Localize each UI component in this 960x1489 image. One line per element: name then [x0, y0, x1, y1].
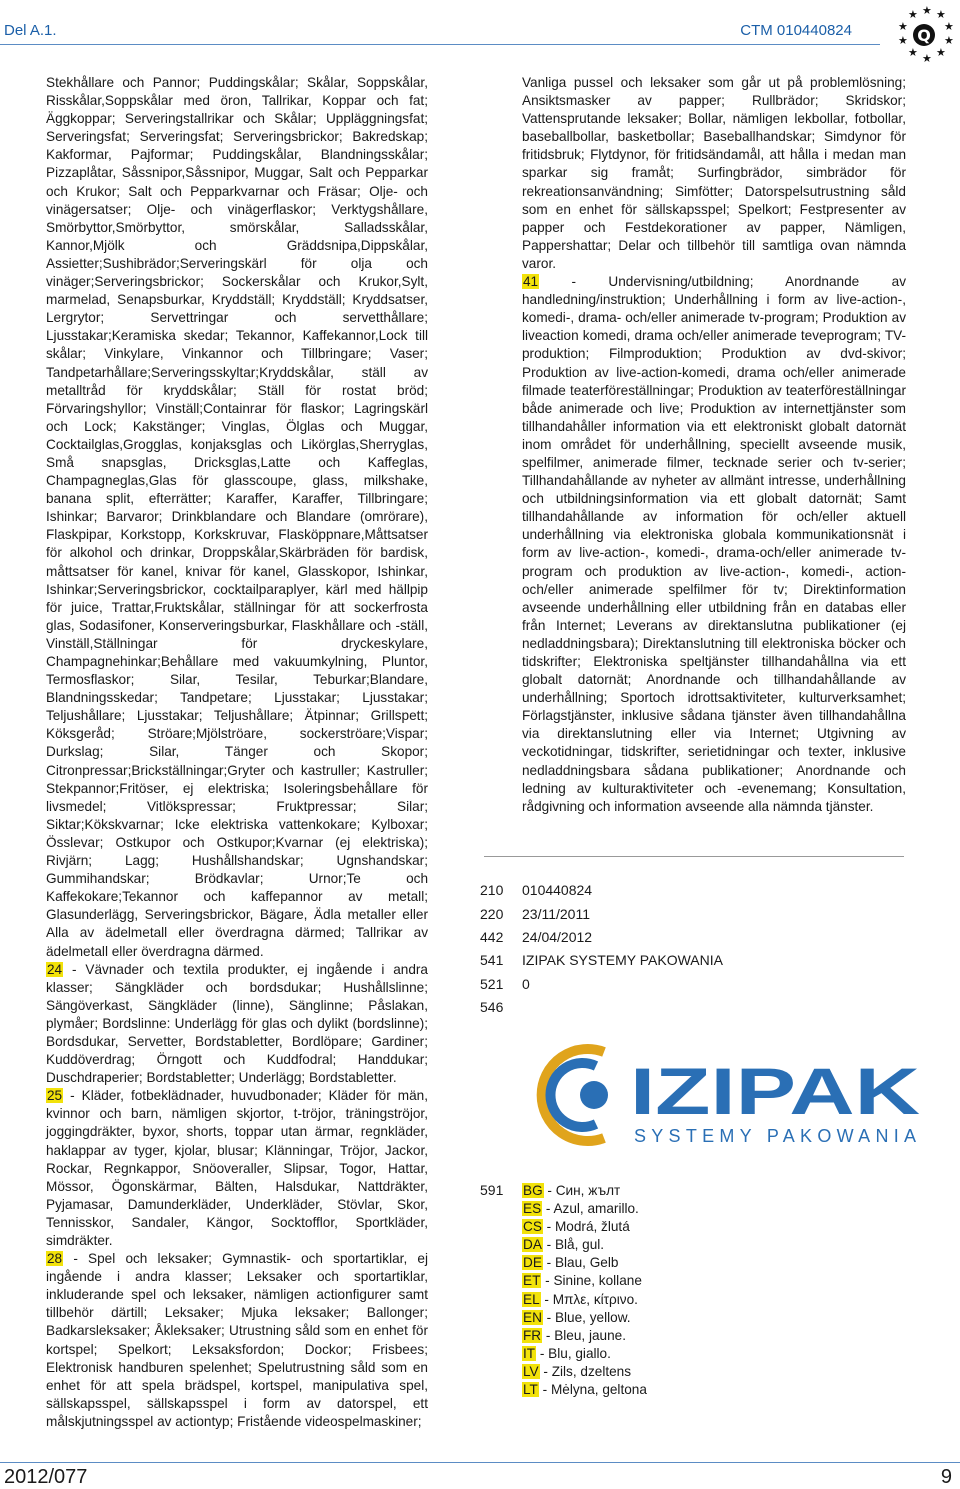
lang-code: FR: [523, 1327, 542, 1343]
reg-code: 210: [480, 882, 504, 898]
logo-c-mark: [542, 1049, 608, 1141]
goods-list-left-column: [46, 74, 428, 1431]
lang-code: EL: [523, 1291, 540, 1307]
star-icon: ★: [922, 52, 932, 65]
lang-code: BG: [523, 1183, 543, 1198]
color-text: - Bleu, jaune.: [542, 1327, 627, 1343]
color-text: - Blå, gul.: [542, 1237, 605, 1253]
lang-code: LT: [523, 1382, 538, 1398]
color-row: [522, 1363, 647, 1381]
color-row: [522, 1272, 647, 1290]
lang-code: CS: [523, 1219, 542, 1235]
class-28-text: - Spel och leksaker; Gymnastik- och sportartiklar, ej ingående i andra klasser; Leksaker och sportartiklar, inkluderande spel och leksaker, nämligen actionfigurer samt tillbehör därtill; Leksaker; Mjuka leksaker; Ballonger; Badkarsleksaker; Åkleksaker; Utrustning såld som en enhet för kortspel; Spelkort; Leksaksfordon; Dockor; Frisbees; Elektronisk handburen spelenhet; Spelutrustning såld som en enhet för att spela brädspel, kortspel, manipulativa spel, sällskapsspel, sällskapsspel i form av datorspel, ett målskjutningsspel av actiontyp; Fristående videospelmaskiner;: [46, 1251, 428, 1429]
star-icon: ★: [944, 20, 954, 33]
goods-list-right-column: [522, 74, 906, 816]
registration-row: [480, 882, 593, 898]
star-icon: ★: [936, 46, 946, 59]
color-text: - Blau, Gelb: [542, 1255, 619, 1271]
reg-value: IZIPAK SYSTEMY PAKOWANIA: [522, 952, 723, 968]
reg-code: 541: [480, 952, 504, 968]
section-label: Del A.1.: [4, 22, 57, 39]
page-number: 9: [940, 1466, 952, 1488]
registration-row: [480, 952, 723, 968]
logo-tagline: SYSTEMY PAKOWANIA: [634, 1126, 916, 1146]
registration-row: [480, 906, 590, 922]
color-text: - Modrá, žlutá: [542, 1219, 630, 1235]
color-text: - Μπλε, κίτρινο.: [540, 1291, 638, 1307]
lang-code: ES: [523, 1201, 542, 1217]
star-icon: ★: [922, 4, 932, 17]
header-divider: [0, 44, 880, 45]
registration-row: [480, 999, 522, 1015]
star-icon: ★: [944, 34, 954, 47]
color-row: [522, 1381, 647, 1399]
lang-code: EN: [523, 1309, 542, 1325]
reg-code: 442: [480, 929, 504, 945]
class-28-continuation: Vanliga pussel och leksaker som går ut på problemlösning; Ansiktsmasker av papper; Rullbrädor; Skridskor; Vattensprutande leksaker; Bollar, nämligen lekbollar, fotbollar, baseballbollar, basketbollar; Baseballhandskar; Simdynor för fritidsbruk; Flytdynor, för fritidsändamål, att hålla i medan man sparkar sig framåt; Surfingbrädor, simbrädor för rekreationsanvändning; Simfötter; Datorspelsutrustning såld som en enhet för sällskapsspel; Spelkort; Festpresenter av papper och Festdekorationer av papper, Nämligen, Pappershattar; Delar och tillbehör till samtliga ovan nämnda varor.: [522, 75, 906, 271]
euipo-logo: [892, 2, 956, 66]
color-text: - Sinine, kollane: [541, 1273, 642, 1289]
color-row: [522, 1218, 647, 1236]
class-24-paragraph: [46, 961, 428, 1088]
color-row: [522, 1327, 647, 1345]
class-28-number: 28: [47, 1251, 63, 1267]
lang-code: ET: [523, 1273, 541, 1289]
color-text: - Zils, dzeltens: [539, 1363, 632, 1379]
lang-code: LV: [523, 1363, 539, 1379]
class-41-paragraph: [522, 273, 906, 816]
class-25-paragraph: [46, 1087, 428, 1250]
star-icon: ★: [898, 34, 908, 47]
color-row: [522, 1309, 647, 1327]
color-text: - Mėlyna, geltona: [538, 1382, 647, 1398]
color-row: [522, 1254, 647, 1272]
footer-divider: [0, 1462, 960, 1463]
class-41-number: 41: [523, 274, 539, 290]
reg-value: 0: [522, 976, 530, 992]
reg-value: 010440824: [522, 882, 593, 898]
lang-code: IT: [523, 1345, 536, 1361]
color-text: - Blue, yellow.: [542, 1309, 631, 1325]
class-41-text: - Undervisning/utbildning; Anordnande av handledning/instruktion; Underhållning i form av live-action-, komedi-, drama- och/eller animerade tv-program; Produktion av liveaction komedi, drama och/eller animerade teveprogram; TV-produktion; Filmproduktion; Produktion av dvd-skivor; Produktion av live-action-komedi, drama och/eller animerade filmade teaterföreställningar; Produktion av teaterföreställningar både animerade och live; Produktion av internettjänster som tillhandahåller information via ett elektroniskt globalt datornät inom området för underhållning, speciellt avseende musik, spelfilmer, animerade filmer, tecknade serier och tv-serier; Tillhandahållande av nyheter av allmänt intresse, underhållning och utbildningsinformation via ett globalt datornät; Samt tillhandahållande av information för och/eller aktuell underhållning via elektroniska globala kommunikationsnät i form av live-action-, komedi-, drama-och/eller animerade tv-program och produktion av live-action-, komedi-, action- och/eller animerade spelfilmer för tv; Direktinformation avseende underhållning eller utbildning från en databas eller från Internet; Leverans av direktanslutna publikationer (ej nedladdningsbara); Direktanslutning till elektroniska böcker och tidskrifter; Elektroniska speltjänster tillhandahållna via ett globalt datornät; Anordnande och tillhandahållande av underhållning; Sportoch idrottsaktiviteter, kulturverksamhet; Förlagstjänster, inklusive sådana tjänster även tillhandahållna via direktanslutning eller via Internet; Utgivning av veckotidningar, tidskrifter, serietidningar och texter, inklusive nedladdningsbara sådana publikationer; Anordnande och ledning av kulturaktiviteter och -evenemang; Konsultation, rådgivning och information avseende alla nämnda tjänster.: [522, 274, 906, 814]
color-row: [522, 1345, 647, 1363]
color-row: [522, 1200, 647, 1218]
star-icon: ★: [898, 20, 908, 33]
class-25-text: - Kläder, fotbeklädnader, huvudbonader; Kläder för män, kvinnor och barn, nämligen skjortor, t-tröjor, träningströjor, joggingdräkter, byxor, shorts, toppar utan ärmar, regnkläder, haklappar av tyger, kjolar, blusar; Klänningar, Tröjor, Jackor, Rockar, Regnkappor, Snöoveraller, Slipsar, Togor, Hattar, Mössor, Ögonskärmar, Bälten, Halsdukar, Nattdräkter, Pyjamasar, Damunderkläder, Underkläder, Stövlar, Skor, Tennisskor, Sandaler, Kängor, Socktofflor, Sportkläder, simdräkter.: [46, 1088, 428, 1248]
ctm-number: CTM 010440824: [740, 22, 852, 39]
class-28-paragraph: [46, 1250, 428, 1431]
color-row: [522, 1291, 647, 1309]
trademark-logo-image: [522, 1040, 922, 1150]
class-24-number: 24: [47, 961, 63, 977]
star-icon: ★: [936, 8, 946, 21]
star-icon: ★: [908, 46, 918, 59]
colors-code: 591: [480, 1182, 504, 1198]
reg-code: 220: [480, 906, 504, 922]
color-row: [522, 1236, 647, 1254]
star-icon: ★: [908, 8, 918, 21]
registration-row: [480, 976, 530, 992]
logo-wordmark: IZIPAK: [630, 1054, 921, 1128]
color-text: - Blu, giallo.: [536, 1345, 611, 1361]
lang-code: DA: [523, 1237, 542, 1253]
reg-value: 24/04/2012: [522, 929, 593, 945]
logo-letter: Q: [917, 26, 931, 45]
color-text: - Син, жълт: [543, 1183, 621, 1198]
reg-code: 546: [480, 999, 504, 1015]
color-text: - Azul, amarillo.: [542, 1201, 639, 1217]
lang-code: DE: [523, 1255, 542, 1271]
reg-value: 23/11/2011: [522, 906, 590, 922]
class-21-continuation: Stekhållare och Pannor; Puddingskålar; Skålar, Soppskålar, Risskålar,Soppskålar med öron, Tallrikar, Koppar och fat; Äggkoppar; Serveringstallrikar och Skålar; Uppläggningsfat; Serveringsfat; Serveringsfat; Serveringsbrickor; Bakredskap; Kakformar, Pajformar; Puddingskålar, Blandningsskålar; Pizzaplåtar, Såssnipor,Såssnipor, Muggar, Salt och Pepparkar och Krukor; Salt och Pepparkvarnar och Fräsar; Olje- och vinägersatser; Olje- och vinägerflaskor; Verktygshållare, Smörbyttor,Smörbyttor, smörskålar, Salladsskålar, Kannor,Mjölk och Gräddsnipa,Dippskålar, Assietter;Sushibrädor;Serveringskärl för olja och vinäger;Serveringsbrickor; Sockerskålar och Krukor,Sylt, marmelad, Senapsburkar, Kryddställ; Kryddställ; Kryddsatser, Lergrytor; Servettringar och servetthållare; Ljusstakar;Keramiska skedar; Tekannor, Kaffekannor,Lock till skålar; Vinkylare, Vinkannor och Tillbringare; Vaser; Tandpetarhållare;Serveringsskyltar;Kryddskålar, ställ av metalltråd för kryddskålar; Ställ för rostat bröd; Förvaringshyllor; Vinställ;Containrar för flaskor; Lagringskärl och Lock; Kakstänger; Vinglas, Ölglas och Muggar, Cocktailglas,Grogglas, konjaksglas och Likörglas,Sherryglas, Små snapsglas, Dricksglas,Latte och Kaffeglas, Champagneglas,Glas för glasscoupe, glass, milkshake, banana split, efterrätter; Karaffer, Karaffer, Tillbringare; Ishinkar; Barvaror; Drinkblandare och Blandare (omrörare), Flaskpipar, Korkstopp, Korkskruvar, Flasköppnare,Måttsatser för alkohol och drinkar, Droppskålar,Skärbräden för bardisk, måttsatser för kanel, knivar för kanel, Glasskopor, Ishinkar, Ishinkar;Serveringsbrickor, cocktailparaplyer, kärl med hällpip för juice, Trattar,Fruktskålar, ställningar för att sockerfrosta glas, Sodasifoner, Konserveringsburkar, Flaskhållare och -ställ, Vinställ,Ställningar för dryckeskylare, Champagnehinkar;Behållare med vakuumkylning, Pluntor, Termosflaskor; Silar, Tesilar, Teburkar;Blandare, Blandningsskedar; Tandpetare; Ljusstakar; Ljusstakar; Teljushållare; Ljusstakar; Teljushållare; Ätpinnar; Grillspett; Köksgeråd; Ströare;Mjölströare, sockerströare;Vispar; Durkslag; Silar, Tänger och Skopor; Citronpressar;Brickställningar;Gryter och kastruller; Kastruller; Stekpannor;Fritöser, ej elektriska; Isoleringsbehållare för livsmedel; Vitlökspressar; Fruktpressar; Silar; Siktar;Kökskvarnar; Icke elektriska vattenkokare; Kylboxar; Össlevar; Ostkupor och Ostkupor;Kvarnar (ej elektriska); Rivjärn; Lagg; Hushållshandskar; Ugnshandskar; Gummihandskar; Brödkavlar; Urnor;Te och Kaffekokare;Tekannor och kaffepannor av metall; Glasunderlägg, Serveringsbrickor, Bägare, Ädla metaller eller Alla av ädelmetall eller överdragna därmed; Tallrikar av ädelmetall eller överdragna därmed.: [46, 75, 428, 959]
reg-code: 521: [480, 976, 504, 992]
class-24-text: - Vävnader och textila produkter, ej ingående i andra klasser; Sängkläder och bordsdukar; Hushållslinne; Sängöverkast, Sängkläder (linne), Sänglinne; Påslakan, plymåer; Bordslinne: Underlägg för glas och dylikt (bordslinne); Bordsdukar, Servetter, Bordstabletter, Bordlöpare; Gardiner; Kuddöverdrag; Örngott och Kuddfodral; Handdukar; Duschdraperier; Bordstabletter; Underlägg; Bordstabletter.: [46, 961, 428, 1086]
class-25-number: 25: [47, 1088, 63, 1104]
registration-divider: [484, 856, 904, 857]
colors-claimed-list: [522, 1182, 647, 1399]
issue-number: 2012/077: [4, 1466, 88, 1488]
color-row: [522, 1182, 647, 1200]
registration-row: [480, 929, 593, 945]
